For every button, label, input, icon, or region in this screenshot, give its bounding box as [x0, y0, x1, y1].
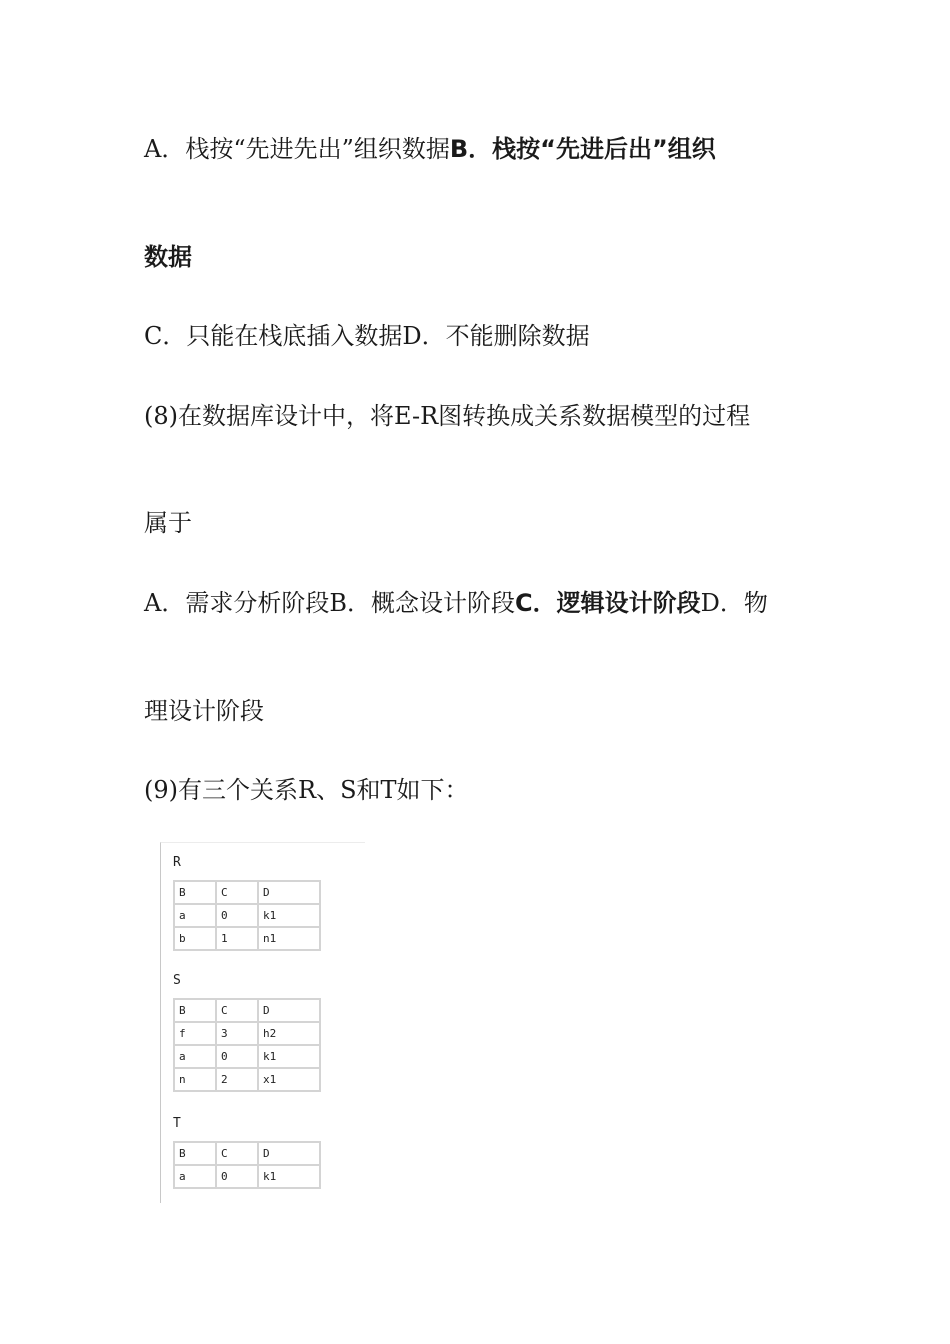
table-cell: x1: [258, 1068, 320, 1091]
table-cell: 1: [216, 927, 258, 950]
table-cell: n1: [258, 927, 320, 950]
q8-option-d-continued: 理设计阶段: [144, 697, 264, 725]
table-cell: a: [174, 1045, 216, 1068]
table-cell: C: [216, 881, 258, 904]
q7-option-a: A．栈按“先进先出”组织数据: [144, 135, 450, 163]
q8-options: [144, 588, 768, 618]
relation-r-label: R: [173, 855, 181, 870]
table-cell: a: [174, 904, 216, 927]
table-row: [174, 1022, 320, 1045]
table-cell: k1: [258, 904, 320, 927]
table-cell: 2: [216, 1068, 258, 1091]
table-row: [174, 1068, 320, 1091]
table-cell: k1: [258, 1165, 320, 1188]
q7-options-ab: [144, 134, 716, 164]
q7-options-cd: [144, 321, 590, 351]
relation-t-label: T: [173, 1116, 181, 1131]
q8-question-text-continued: 属于: [144, 509, 192, 537]
table-row: [174, 1165, 320, 1188]
table-cell: B: [174, 881, 216, 904]
q8-stem: [144, 401, 750, 431]
q9-question-text: (9)有三个关系R、S和T如下：: [144, 776, 469, 804]
q8-option-d: D．物: [700, 589, 768, 617]
table-row: [174, 1045, 320, 1068]
table-cell: D: [258, 881, 320, 904]
table-cell: h2: [258, 1022, 320, 1045]
table-row: [174, 904, 320, 927]
q8-question-text: (8)在数据库设计中，将E-R图转换成关系数据模型的过程: [144, 402, 751, 430]
table-cell: D: [258, 999, 320, 1022]
table-cell: f: [174, 1022, 216, 1045]
table-row: [174, 927, 320, 950]
relation-r-table: [173, 880, 321, 951]
table-cell: 3: [216, 1022, 258, 1045]
table-cell: n: [174, 1068, 216, 1091]
q8-option-c: C．逻辑设计阶段: [514, 589, 701, 617]
table-cell: a: [174, 1165, 216, 1188]
table-cell: k1: [258, 1045, 320, 1068]
table-cell: D: [258, 1142, 320, 1165]
table-cell: C: [216, 1142, 258, 1165]
table-cell: B: [174, 999, 216, 1022]
table-header-row: [174, 999, 320, 1022]
table-header-row: [174, 881, 320, 904]
table-cell: C: [216, 999, 258, 1022]
q8-stem-cont: [144, 508, 192, 538]
q7-option-b-continued: 数据: [144, 243, 192, 271]
relation-s-label: S: [173, 973, 181, 988]
table-cell: 0: [216, 1045, 258, 1068]
q7-options-b-cont: [144, 242, 192, 272]
table-cell: B: [174, 1142, 216, 1165]
table-cell: 0: [216, 904, 258, 927]
table-cell: b: [174, 927, 216, 950]
q8-option-ab: A．需求分析阶段B．概念设计阶段: [144, 589, 515, 617]
table-header-row: [174, 1142, 320, 1165]
relation-s-table: [173, 998, 321, 1092]
relations-figure: [160, 842, 365, 1203]
q9-stem: [144, 775, 469, 805]
q8-options-cont: [144, 696, 264, 726]
relation-t-table: [173, 1141, 321, 1189]
q7-option-cd: C．只能在栈底插入数据D．不能删除数据: [144, 322, 590, 350]
q7-option-b: B．栈按“先进后出”组织: [449, 135, 716, 163]
table-cell: 0: [216, 1165, 258, 1188]
